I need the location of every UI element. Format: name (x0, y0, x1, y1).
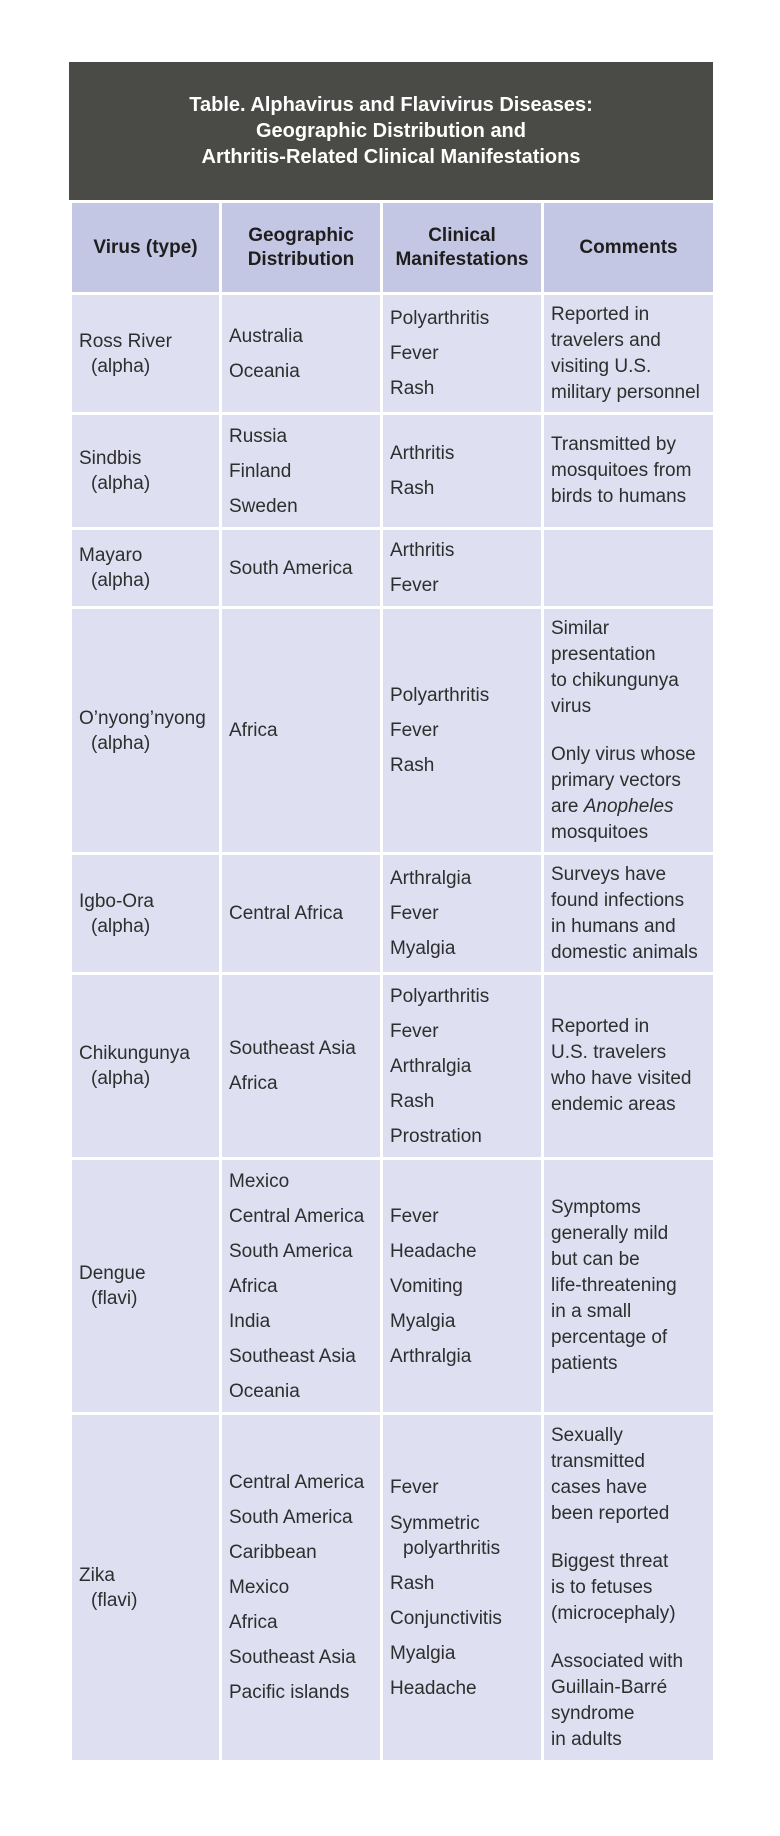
virus-type: (alpha) (91, 732, 151, 754)
virus-name: Ross River (79, 330, 172, 352)
virus-name: Mayaro (79, 545, 143, 566)
comment-line: syndrome (551, 1702, 635, 1724)
virus-table (69, 200, 716, 1763)
clinical-item: Fever (390, 1476, 439, 1498)
geo-cell (221, 529, 382, 608)
geo-cell (221, 1414, 382, 1762)
geo-item: Central America (229, 1472, 365, 1493)
clinical-item: Conjunctivitis (390, 1607, 502, 1629)
virus-type: (alpha) (91, 915, 151, 937)
comment-line: who have visited (551, 1068, 692, 1089)
clinical-item: Fever (390, 575, 439, 596)
virus-type: (alpha) (91, 1068, 151, 1089)
title-line: Arthritis-Related Clinical Manifestations (201, 146, 581, 168)
header-virus (71, 202, 221, 294)
geo-cell (221, 608, 382, 854)
clinical-item: Myalgia (390, 1642, 456, 1664)
comment-line: Associated with (551, 1650, 684, 1672)
geo-item: Central America (229, 1205, 365, 1227)
clinical-item: Polyarthritis (390, 685, 490, 706)
comment-line: Reported in (551, 303, 650, 325)
comment-paragraph (551, 616, 706, 720)
clinical-item: Rash (390, 755, 435, 776)
comment-line: visiting U.S. (551, 355, 652, 377)
virus-cell (71, 608, 221, 854)
comment-line: in a small (551, 1301, 632, 1322)
virus-cell (71, 974, 221, 1159)
comment-italic-genus: Anopheles (583, 795, 674, 817)
comments-cell (543, 414, 715, 529)
virus-cell (71, 414, 221, 529)
comment-paragraph (551, 742, 706, 846)
comment-line: Guillain-Barré (551, 1676, 668, 1698)
comment-line: percentage of (551, 1327, 668, 1348)
clinical-cell (382, 1414, 543, 1762)
table-row (71, 854, 715, 974)
comment-line: U.S. travelers (551, 1042, 667, 1063)
comment-line: Sexually (551, 1424, 623, 1446)
table-row (71, 294, 715, 414)
virus-type: (alpha) (91, 473, 151, 494)
clinical-item: Rash (390, 378, 435, 399)
geo-item: Southeast Asia (229, 1647, 356, 1668)
comment-line: generally mild (551, 1223, 669, 1244)
clinical-item: Symmetric (390, 1512, 480, 1534)
virus-name: O’nyong’nyong (79, 707, 206, 729)
comments-cell (543, 529, 715, 608)
header-label: Clinical (428, 224, 496, 246)
geo-item: Oceania (229, 1380, 300, 1402)
comment-line: endemic areas (551, 1094, 676, 1115)
comment-paragraph (551, 1014, 706, 1118)
comment-line: Similar (551, 617, 610, 639)
comment-line: domestic animals (551, 941, 698, 963)
geo-item: India (229, 1310, 271, 1332)
clinical-cell (382, 529, 543, 608)
geo-item: South America (229, 1507, 353, 1528)
geo-item: Africa (229, 1612, 278, 1633)
comment-paragraph (551, 1195, 706, 1377)
table-row (71, 974, 715, 1159)
virus-type: (flavi) (91, 1288, 138, 1309)
comment-paragraph (551, 1423, 706, 1527)
comments-cell (543, 974, 715, 1159)
clinical-cell (382, 294, 543, 414)
header-clinical-manifestations (382, 202, 543, 294)
virus-name: Dengue (79, 1263, 146, 1284)
comment-line: Transmitted by (551, 434, 676, 455)
virus-type: (alpha) (91, 570, 151, 591)
table-figure (69, 62, 713, 1763)
comment-line: Symptoms (551, 1197, 641, 1218)
comment-line: in adults (551, 1728, 622, 1750)
title-line: Geographic Distribution and (255, 120, 526, 142)
clinical-cell (382, 854, 543, 974)
table-row (71, 1159, 715, 1414)
geo-cell (221, 854, 382, 974)
header-label: Geographic (248, 224, 354, 246)
comment-line: cases have (551, 1476, 648, 1498)
geo-item: Central Africa (229, 903, 344, 924)
comment-paragraph (551, 302, 706, 406)
geo-item: Mexico (229, 1577, 290, 1598)
comment-line: Surveys have (551, 863, 667, 885)
clinical-item: Arthritis (390, 540, 455, 561)
comment-line: presentation (551, 643, 656, 665)
comment-line: in humans and (551, 915, 676, 937)
comment-line: Only virus whose (551, 743, 696, 765)
header-comments (543, 202, 715, 294)
clinical-item: Arthritis (390, 443, 455, 464)
clinical-item: Fever (390, 720, 439, 741)
virus-cell (71, 1159, 221, 1414)
clinical-item: Fever (390, 343, 439, 364)
clinical-item: Arthralgia (390, 1345, 472, 1367)
geo-cell (221, 414, 382, 529)
comment-line: primary vectors (551, 769, 681, 791)
comment-line: to chikungunya (551, 669, 679, 691)
virus-cell (71, 854, 221, 974)
clinical-item: Polyarthritis (390, 308, 490, 329)
comment-line: found infections (551, 889, 685, 911)
clinical-item: Headache (390, 1677, 477, 1699)
table-title (69, 62, 713, 200)
comment-line: birds to humans (551, 486, 687, 507)
comment-line: travelers and (551, 329, 661, 351)
table-row (71, 608, 715, 854)
virus-type: (flavi) (91, 1589, 138, 1611)
geo-cell (221, 1159, 382, 1414)
table-row (71, 1414, 715, 1762)
comment-line: been reported (551, 1502, 670, 1524)
geo-item: Africa (229, 1073, 278, 1094)
header-label: Manifestations (395, 248, 529, 270)
comment-line: military personnel (551, 381, 700, 403)
virus-cell (71, 529, 221, 608)
geo-item: Pacific islands (229, 1682, 350, 1703)
comment-line: mosquitoes (551, 821, 649, 843)
clinical-item: Headache (390, 1240, 477, 1262)
comment-line: are (551, 795, 579, 817)
clinical-item: Polyarthritis (390, 985, 490, 1007)
header-row (71, 202, 715, 294)
comment-paragraph (551, 1549, 706, 1627)
clinical-cell (382, 1159, 543, 1414)
virus-name: Chikungunya (79, 1043, 190, 1064)
virus-cell (71, 294, 221, 414)
comments-cell (543, 1159, 715, 1414)
comment-line: but can be (551, 1249, 640, 1270)
geo-cell (221, 974, 382, 1159)
clinical-item: Rash (390, 478, 435, 499)
geo-item: South America (229, 1240, 353, 1262)
comment-line: Biggest threat (551, 1550, 669, 1572)
comment-line: patients (551, 1353, 618, 1374)
clinical-item: Rash (390, 1090, 435, 1112)
comment-paragraph (551, 862, 706, 966)
virus-name: Zika (79, 1564, 115, 1586)
table-row (71, 414, 715, 529)
clinical-item: Myalgia (390, 1310, 456, 1332)
clinical-item: Rash (390, 1572, 435, 1594)
geo-item: Russia (229, 425, 288, 447)
geo-item: Finland (229, 460, 292, 482)
comment-paragraph (551, 1649, 706, 1753)
geo-item: Caribbean (229, 1542, 317, 1563)
geo-item: Africa (229, 720, 278, 741)
header-label: Distribution (247, 248, 355, 270)
clinical-item: Fever (390, 1020, 439, 1042)
comment-line: transmitted (551, 1450, 645, 1472)
virus-type: (alpha) (91, 355, 151, 377)
comment-line: Reported in (551, 1016, 650, 1037)
comments-cell (543, 608, 715, 854)
comment-line: (microcephaly) (551, 1602, 676, 1624)
comment-line: life-threatening (551, 1275, 677, 1296)
clinical-item: Fever (390, 903, 439, 924)
virus-name: Sindbis (79, 448, 142, 469)
comment-line: mosquitoes from (551, 460, 692, 481)
geo-item: Southeast Asia (229, 1345, 356, 1367)
geo-item: Africa (229, 1275, 278, 1297)
comment-paragraph (551, 432, 706, 510)
header-geographic-distribution (221, 202, 382, 294)
clinical-cell (382, 414, 543, 529)
geo-item: Southeast Asia (229, 1038, 356, 1059)
clinical-item: Arthralgia (390, 868, 472, 889)
clinical-item: Vomiting (390, 1275, 463, 1297)
comment-line: is to fetuses (551, 1576, 653, 1598)
clinical-item: Fever (390, 1205, 439, 1227)
geo-item: Oceania (229, 360, 300, 382)
title-line: Table. Alphavirus and Flavivirus Diseases: (189, 94, 593, 116)
clinical-item: Myalgia (390, 938, 456, 959)
clinical-cell (382, 608, 543, 854)
clinical-item: polyarthritis (403, 1537, 501, 1559)
geo-item: South America (229, 557, 353, 579)
virus-name: Igbo-Ora (79, 890, 154, 912)
comment-line: virus (551, 695, 592, 717)
clinical-cell (382, 974, 543, 1159)
table-row (71, 529, 715, 608)
geo-cell (221, 294, 382, 414)
clinical-item: Arthralgia (390, 1055, 472, 1077)
geo-item: Australia (229, 325, 303, 347)
comments-cell (543, 294, 715, 414)
comments-cell (543, 854, 715, 974)
comments-cell (543, 1414, 715, 1762)
geo-item: Mexico (229, 1170, 290, 1192)
header-comments-label: Comments (579, 236, 678, 258)
geo-item: Sweden (229, 495, 298, 517)
virus-cell (71, 1414, 221, 1762)
header-virus-label: Virus (type) (93, 236, 198, 258)
clinical-item: Prostration (390, 1125, 482, 1147)
